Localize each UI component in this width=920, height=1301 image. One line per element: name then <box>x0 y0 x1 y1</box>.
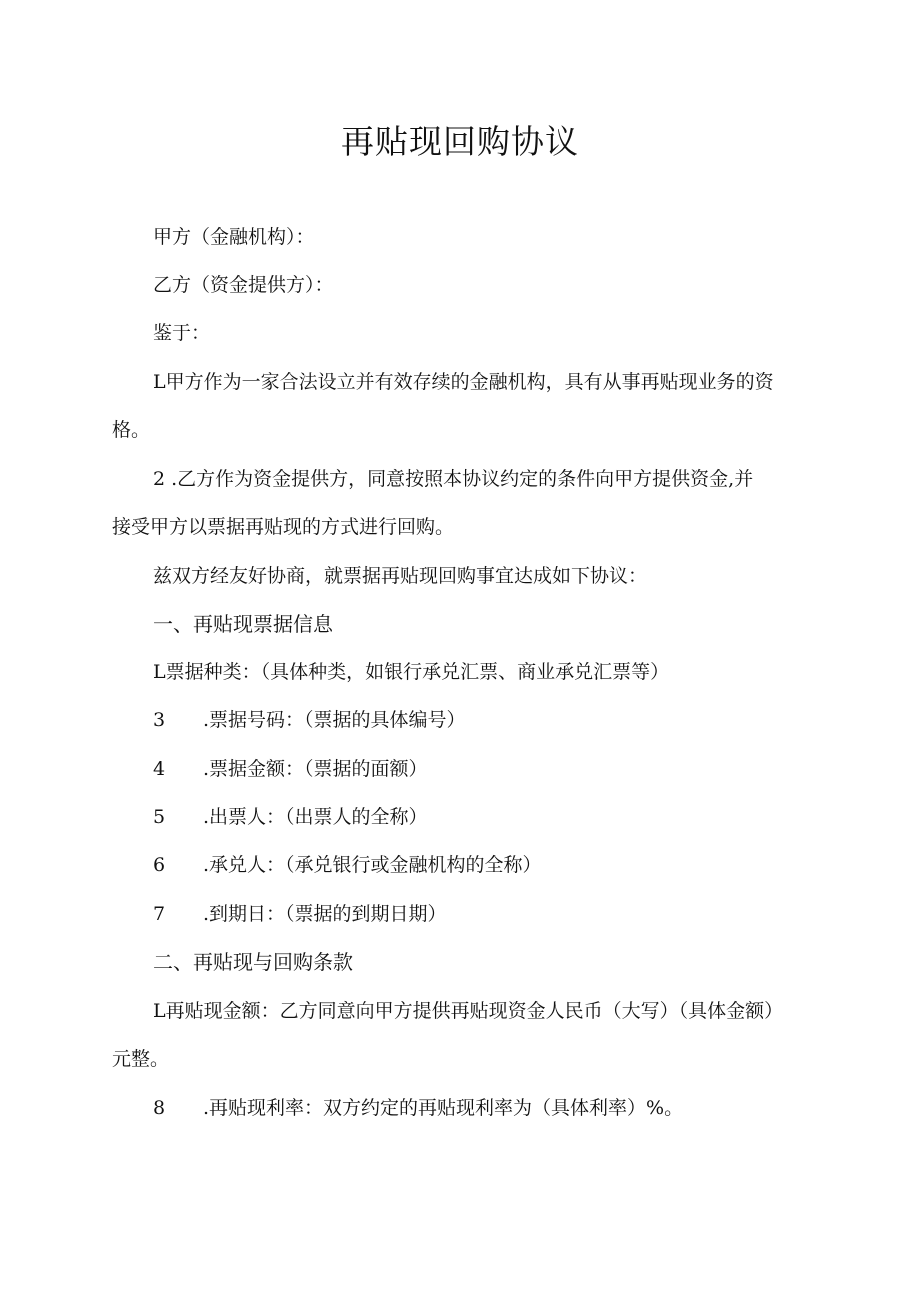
section-1-item <box>153 705 466 735</box>
item-number: 3 <box>153 709 166 731</box>
recital-1-line-1: L甲方作为一家合法设立并有效存续的金融机构，具有从事再贴现业务的资 <box>153 371 774 393</box>
item-text: .票据金额：（票据的面额） <box>203 758 428 780</box>
section-1-item <box>153 754 428 784</box>
recital-2-line-2: 接受甲方以票据再贴现的方式进行回购。 <box>112 516 455 538</box>
section-1-item <box>153 850 542 880</box>
section-1-item-1: L票据种类：（具体种类，如银行承兑汇票、商业承兑汇票等） <box>153 661 670 683</box>
section-1-item <box>153 899 447 929</box>
recital-1-line-2: 格。 <box>112 419 151 441</box>
item-text: .出票人：（出票人的全称） <box>203 806 428 828</box>
item-number: 6 <box>153 854 166 876</box>
section-2-item <box>153 1093 683 1123</box>
item-number: 7 <box>153 903 166 925</box>
item-text: .承兑人：（承兑银行或金融机构的全称） <box>203 854 542 876</box>
item-text: .票据号码：（票据的具体编号） <box>203 709 466 731</box>
item-number: 4 <box>153 758 166 780</box>
section-2-item-1-line-2: 元整。 <box>112 1048 170 1070</box>
section-2-heading: 二、再贴现与回购条款 <box>153 950 353 974</box>
document-title: 再贴现回购协议 <box>341 122 579 161</box>
section-1-heading: 一、再贴现票据信息 <box>153 612 333 636</box>
section-1-item <box>153 802 428 832</box>
section-2-item-1-line-1: L再贴现金额：乙方同意向甲方提供再贴现资金人民币（大写）（具体金额） <box>153 1000 784 1022</box>
whereas-line: 鉴于： <box>153 322 211 344</box>
item-number: 8 <box>153 1097 166 1119</box>
party-b-line: 乙方（资金提供方）： <box>153 274 334 296</box>
item-number: 5 <box>153 806 166 828</box>
item-text: .到期日：（票据的到期日期） <box>203 903 447 925</box>
agreement-intro: 兹双方经友好协商，就票据再贴现回购事宜达成如下协议： <box>153 565 648 587</box>
party-a-line: 甲方（金融机构）： <box>153 226 315 248</box>
recital-2-line-1: 2 .乙方作为资金提供方，同意按照本协议约定的条件向甲方提供资金,并 <box>153 468 754 490</box>
item-text: .再贴现利率：双方约定的再贴现利率为（具体利率）%。 <box>203 1097 684 1119</box>
